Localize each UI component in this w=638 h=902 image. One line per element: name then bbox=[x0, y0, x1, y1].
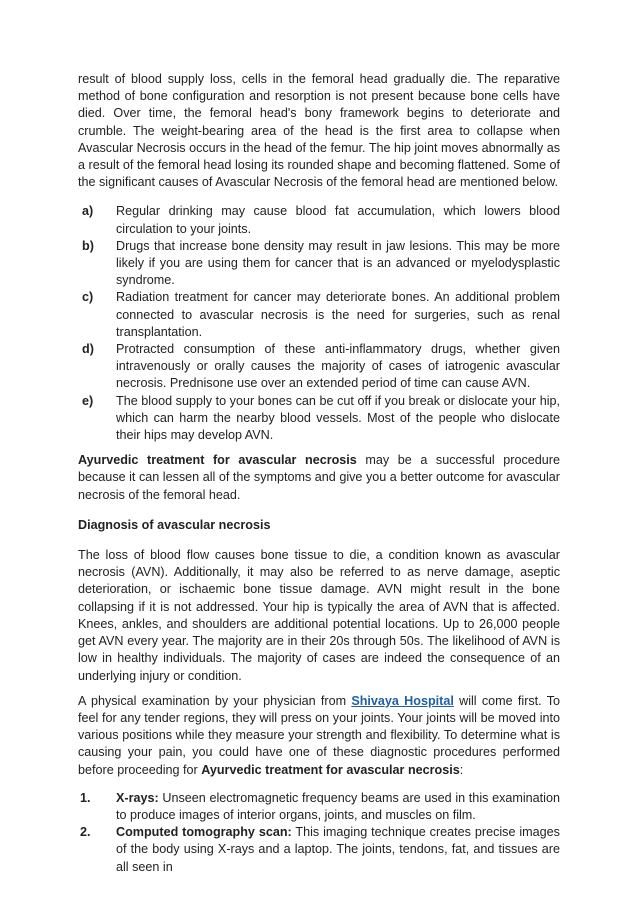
list-marker: 2. bbox=[80, 825, 91, 840]
diagnosis-paragraph: The loss of blood flow causes bone tissue to die, a condition known as avascular necrosis (AVN). Additionally, it may also be referred to as nerve damage, aseptic deterioration, or ischaemic bone tissue damage. AVN might result in the bone collapsing if it is not addressed. Your hip is typically the area of AVN that is affected. Knees, ankles, and shoulders are additional potential locations. Up to 26,000 people get AVN every year. The majority are in their 20s through 50s. The likelihood of AVN is low in healthy individuals. The majority of cases are indeed the consequence of an underlying injury or condition. bbox=[78, 548, 560, 683]
list-marker: d) bbox=[82, 342, 94, 357]
procedure-text: Unseen electromagnetic frequency beams are used in this examination to produce images of interior organs, joints, and muscles on film. bbox=[116, 790, 560, 822]
procedure-title: Computed tomography scan: bbox=[116, 825, 292, 840]
treatment-paragraph bbox=[78, 452, 560, 504]
causes-list bbox=[78, 203, 560, 444]
list-marker: a) bbox=[82, 204, 94, 219]
list-item bbox=[78, 824, 560, 876]
procedure-text: This imaging technique creates precise images of the body using X-rays and a laptop. The joints, tendons, fat, and tissues are all seen in bbox=[116, 825, 560, 874]
procedure-title: X-rays: bbox=[116, 790, 159, 805]
list-marker: b) bbox=[82, 238, 94, 253]
exam-text-after: will come first. To feel for any tender regions, they will press on your joints. Your joints will be moved into various positions while they measure your strength and flexibility. To determine what is causing your pain, you could have one of these diagnostic procedures performed before proceeding for bbox=[78, 693, 561, 777]
exam-text-before: A physical examination by your physician from bbox=[78, 693, 352, 708]
list-marker: c) bbox=[82, 290, 94, 305]
list-marker: 1. bbox=[80, 790, 91, 805]
list-item bbox=[78, 238, 560, 290]
list-item bbox=[78, 341, 560, 393]
treatment-text: may be a successful procedure because it can lessen all of the symptoms and give you a better outcome for avascular necrosis of the femoral head. bbox=[78, 453, 560, 502]
treatment-keyword: Ayurvedic treatment for avascular necrosis bbox=[78, 453, 357, 468]
document-page bbox=[78, 71, 560, 884]
exam-keyword: Ayurvedic treatment for avascular necrosis bbox=[201, 762, 460, 777]
list-item bbox=[78, 289, 560, 341]
list-item-text: Radiation treatment for cancer may deteriorate bones. An additional problem connected to avascular necrosis is the need for surgeries, such as renal transplantation. bbox=[116, 290, 560, 339]
procedures-list bbox=[78, 790, 560, 876]
list-item bbox=[78, 203, 560, 237]
list-item-text: Regular drinking may cause blood fat accumulation, which lowers blood circulation to your joints. bbox=[116, 204, 560, 236]
list-item-text: The blood supply to your bones can be cut off if you break or dislocate your hip, which can harm the nearby blood vessels. Most of the people who dislocate their hips may develop AVN. bbox=[116, 393, 560, 443]
list-item bbox=[78, 393, 560, 445]
shivaya-hospital-link[interactable]: Shivaya Hospital bbox=[351, 693, 454, 708]
list-item-text: Protracted consumption of these anti-inflammatory drugs, whether given intravenously or orally causes the majority of cases of iatrogenic avascular necrosis. Prednisone use over an extended period of time can cause AVN. bbox=[116, 342, 560, 391]
list-item bbox=[78, 790, 560, 824]
intro-paragraph: result of blood supply loss, cells in the femoral head gradually die. The reparative method of bone configuration and resorption is not present because bone cells have died. Over time, the femoral head's bony framework begins to deteriorate and crumble. The weight-bearing area of the head is the first area to collapse when Avascular Necrosis occurs in the head of the femur. The hip joint moves abnormally as a result of the femoral head losing its rounded shape and becoming flattened. Some of the significant causes of Avascular Necrosis of the femoral head are mentioned below. bbox=[78, 72, 560, 190]
diagnosis-heading: Diagnosis of avascular necrosis bbox=[78, 517, 271, 532]
exam-paragraph bbox=[78, 693, 560, 779]
exam-text-end: : bbox=[459, 762, 464, 777]
list-item-text: Drugs that increase bone density may result in jaw lesions. This may be more likely if you are using them for cancer that is an advanced or myelodysplastic syndrome. bbox=[116, 238, 560, 288]
list-marker: e) bbox=[82, 393, 94, 408]
